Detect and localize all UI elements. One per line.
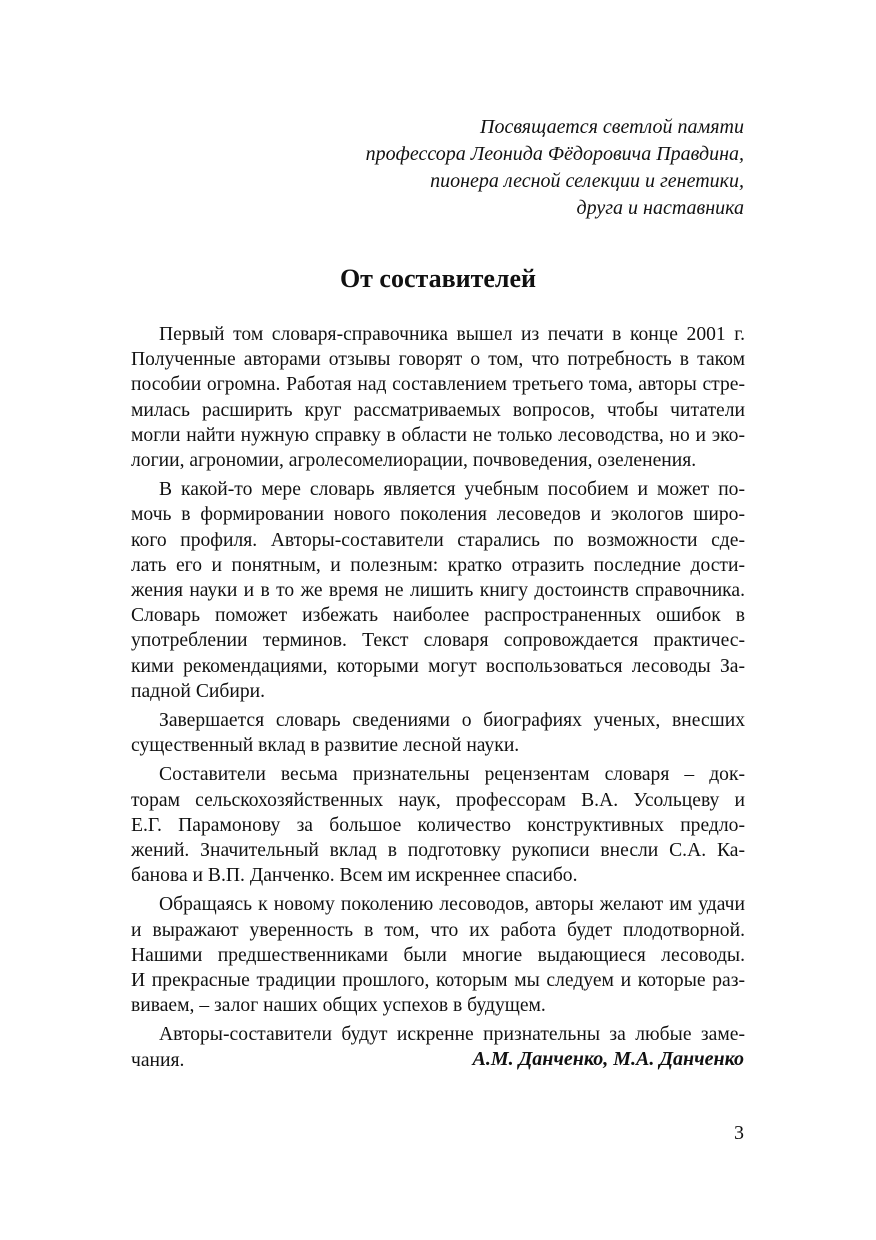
text-line: Нашими предшественниками были многие выдающиеся лесоводы. [131, 944, 745, 966]
text-line: лать его и понятным, и полезным: кратко отразить последние дости- [131, 554, 745, 576]
text-line: употреблении терминов. Текст словаря сопровождается практичес- [131, 630, 745, 652]
text-line: мочь в формировании нового поколения лесоведов и экологов широ- [131, 504, 745, 526]
text-line: И прекрасные традиции прошлого, которым мы следуем и которые раз- [131, 970, 745, 992]
body-text [131, 322, 745, 1073]
text-line: виваем, – залог наших общих успехов в будущем. [131, 995, 546, 1017]
text-line: существенный вклад в развитие лесной науки. [131, 735, 520, 757]
dedication-line: пионера лесной селекции и генетики, [430, 170, 744, 192]
text-line: Обращаясь к новому поколению лесоводов, авторы желают им удачи [159, 894, 745, 916]
text-line: падной Сибири. [131, 680, 266, 702]
text-line: банова и В.П. Данченко. Всем им искреннее спасибо. [131, 865, 578, 887]
text-line: торам сельскохозяйственных наук, профессорам В.А. Усольцеву и [131, 789, 745, 811]
paragraph [131, 762, 745, 888]
dedication [366, 114, 744, 222]
section-title: От составителей [339, 264, 537, 293]
text-line: Завершается словарь сведениями о биографиях ученых, внесших [159, 710, 745, 732]
text-line: Авторы-составители будут искренне признательны за любые заме- [159, 1024, 745, 1046]
text-line: Составители весьма признательны рецензентам словаря – док- [159, 764, 745, 786]
text-line: чания. [131, 1049, 185, 1071]
text-line: Первый том словаря-справочника вышел из печати в конце 2001 г. [159, 324, 745, 345]
text-line: Словарь поможет избежать наиболее распространенных ошибок в [131, 605, 745, 627]
paragraph [131, 322, 745, 473]
text-line: пособии огромна. Работая над составлением третьего тома, авторы стре- [131, 374, 745, 396]
text-line: В какой-то мере словарь является учебным пособием и может по- [159, 479, 745, 501]
text-line: и выражают уверенность в том, что их работа будет плодотворной. [131, 919, 745, 941]
text-line: жения науки и в то же время не лишить книгу достоинств справочника. [131, 580, 745, 602]
paragraph [131, 477, 745, 704]
page-number: 3 [734, 1122, 744, 1144]
text-line: милась расширить круг рассматриваемых вопросов, чтобы читатели [131, 399, 745, 421]
text-line: Е.Г. Парамонову за большое количество конструктивных предло- [131, 814, 745, 836]
text-line: кого профиля. Авторы-составители старались по возможности сде- [131, 529, 745, 551]
text-line: могли найти нужную справку в области не только лесоводства, но и эко- [131, 424, 745, 446]
text-line: логии, агрономии, агролесомелиорации, почвоведения, озеленения. [131, 450, 697, 472]
paragraph [131, 708, 745, 758]
paragraph [131, 892, 745, 1018]
text-line: Полученные авторами отзывы говорят о том, что потребность в таком [131, 349, 745, 371]
text-line: жений. Значительный вклад в подготовку рукописи внесли С.А. Ка- [131, 840, 745, 862]
text-line: кими рекомендациями, которыми могут воспользоваться лесоводы За- [131, 655, 745, 677]
dedication-line: Посвящается светлой памяти [480, 116, 744, 138]
dedication-line: друга и наставника [576, 197, 744, 219]
signature: А.М. Данченко, М.А. Данченко [472, 1048, 744, 1070]
dedication-line: профессора Леонида Фёдоровича Правдина, [365, 143, 744, 165]
